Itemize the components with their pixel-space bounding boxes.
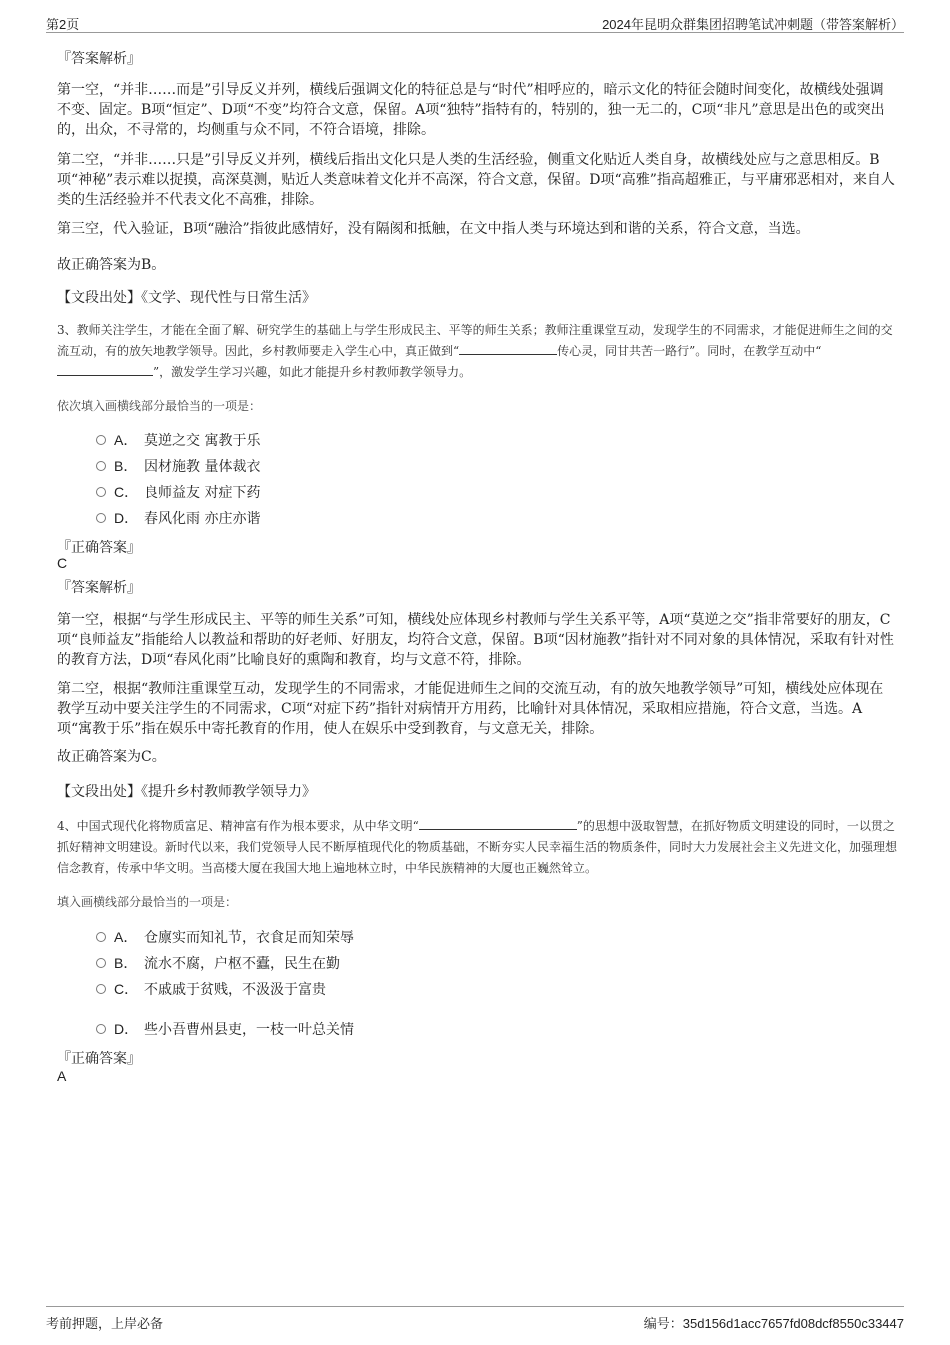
q4-option-b[interactable]: [96, 953, 340, 973]
q3-instruction: 依次填入画横线部分最恰当的一项是：: [57, 399, 262, 413]
document-title: 2024年昆明众群集团招聘笔试冲刺题（带答案解析）: [602, 17, 904, 32]
q3-analysis-p2: 第二空，根据“教师注重课堂互动，发现学生的不同需求，才能促进师生之间的交流互动，有的放矢地教学领导”可知，横线处应体现在教学互动中要关注学生的不同需求，C项“对症下药”指针对病情开方用药，比喻针对具体情况，采取相应措施，符合文意，当选。A项“寓教于乐”指在娱乐中寄托教育的作用，使人在娱乐中受到教育，与文意无关，排除。: [57, 681, 884, 737]
option-key: C．: [114, 981, 139, 997]
radio-icon[interactable]: [96, 984, 106, 994]
q3-conclusion: 故正确答案为C。: [57, 749, 166, 765]
q3-stem-part-a: 3、教师关注学生，才能在全面了解、研究学生的基础上与学生形成民主、平等的师生关系；教师注重课堂互动，发现学生的不同需求，才能促进师生之间的交流互动，有的放矢地教学领导。因此，乡村教师要走入学生心中，真正做到“: [57, 323, 893, 358]
q3-blank-1: [459, 341, 557, 355]
q3-source: 【文段出处】《提升乡村教师教学领导力》: [57, 784, 316, 800]
q4-stem-part-a: 4、中国式现代化将物质富足、精神富有作为根本要求，从中华文明“: [57, 819, 419, 833]
q3-option-d[interactable]: [96, 508, 260, 528]
q2-analysis-p1: 第一空，“并非……而是”引导反义并列，横线后强调文化的特征总是与“时代”相呼应的，暗示文化的特征会随时间变化，故横线处强调不变、固定。B项“恒定”、D项“不变”均符合文意，保留。A项“独特”指特有的，特别的，独一无二的，C项“非凡”意思是出色的或突出的，出众，不寻常的，均侧重与众不同，不符合语境，排除。: [57, 82, 885, 138]
option-text: 莫逆之交 寓教于乐: [144, 433, 261, 449]
radio-icon[interactable]: [96, 435, 106, 445]
option-text: 仓廪实而知礼节，衣食足而知荣辱: [144, 930, 354, 946]
q4-option-d[interactable]: [96, 1019, 354, 1039]
q3-correct-answer: C: [57, 555, 68, 571]
option-text: 因材施教 量体裁衣: [144, 459, 261, 475]
q4-stem: [57, 816, 897, 879]
radio-icon[interactable]: [96, 513, 106, 523]
q3-option-a[interactable]: [96, 430, 260, 450]
q3-option-c[interactable]: [96, 482, 260, 502]
option-key: A．: [114, 929, 138, 945]
q3-stem-part-b: 传心灵，同甘共苦一路行”。同时，在教学互动中“: [557, 344, 822, 358]
q3-stem-part-c: ”，激发学生学习兴趣，如此才能提升乡村教师教学领导力。: [153, 365, 472, 379]
q2-conclusion: 故正确答案为B。: [57, 257, 166, 273]
q3-analysis-label: 『答案解析』: [57, 580, 141, 596]
q3-analysis-p1: 第一空，根据“与学生形成民主、平等的师生关系”可知，横线处应体现乡村教师与学生关系平等，A项“莫逆之交”指非常要好的朋友，C项“良师益友”指能给人以教益和帮助的好老师、好朋友，均符合文意，保留。B项“因材施教”指针对不同对象的具体情况，采取有针对性的教育方法，D项“春风化雨”比喻良好的熏陶和教育，均与文意不符，排除。: [57, 612, 894, 668]
page-header: [46, 14, 904, 33]
radio-icon[interactable]: [96, 958, 106, 968]
q4-option-a[interactable]: [96, 927, 354, 947]
option-key: C．: [114, 484, 139, 500]
q2-analysis-label: 『答案解析』: [57, 51, 141, 67]
radio-icon[interactable]: [96, 487, 106, 497]
q3-blank-2: [57, 362, 153, 376]
q4-instruction: 填入画横线部分最恰当的一项是：: [57, 895, 238, 909]
option-text: 流水不腐，户枢不蠹，民生在勤: [144, 956, 340, 972]
q2-source: 【文段出处】《文学、现代性与日常生活》: [57, 290, 316, 306]
q3-stem: [57, 320, 897, 383]
page-number: 第2页: [46, 17, 80, 32]
q4-option-c[interactable]: [96, 979, 326, 999]
q3-option-b[interactable]: [96, 456, 260, 476]
option-text: 些小吾曹州县吏，一枝一叶总关情: [144, 1022, 354, 1038]
option-text: 春风化雨 亦庄亦谐: [144, 511, 261, 527]
radio-icon[interactable]: [96, 461, 106, 471]
option-key: D．: [114, 1021, 139, 1037]
option-text: 不戚戚于贫贱，不汲汲于富贵: [144, 982, 326, 998]
option-key: B．: [114, 955, 138, 971]
document-id: 编号：35d156d1acc7657fd08dcf8550c33447: [643, 1316, 904, 1331]
q2-analysis-p2: 第二空，“并非……只是”引导反义并列，横线后指出文化只是人类的生活经验，侧重文化贴近人类自身，故横线处应与之意思相反。B项“神秘”表示难以捉摸，高深莫测，贴近人类意味着文化并不高深，符合文意，保留。D项“高雅”指高超雅正，与平庸邪恶相对，来自人类的生活经验并不代表文化不高雅，排除。: [57, 152, 895, 208]
option-key: A．: [114, 432, 138, 448]
option-text: 良师益友 对症下药: [144, 485, 261, 501]
q4-correct-answer: A: [57, 1068, 67, 1084]
option-key: D．: [114, 510, 139, 526]
q4-stem-part-b: ”的思想中汲取智慧，在抓好物质文明建设的同时，一以贯之抓好精神文明建设。新时代以来，我们党领导人民不断厚植现代化的物质基础，不断夯实人民幸福生活的物质条件，同时大力发展社会主义先进文化，加强理想信念教育，传承中华文明。当高楼大厦在我国大地上遍地林立时，中华民族精神的大厦也正巍然耸立。: [57, 819, 898, 875]
page-footer: [46, 1306, 904, 1329]
option-key: B．: [114, 458, 138, 474]
radio-icon[interactable]: [96, 1024, 106, 1034]
footer-slogan: 考前押题，上岸必备: [46, 1316, 164, 1331]
q2-analysis-p3: 第三空，代入验证，B项“融洽”指彼此感情好，没有隔阂和抵触，在文中指人类与环境达到和谐的关系，符合文意，当选。: [57, 221, 810, 237]
radio-icon[interactable]: [96, 932, 106, 942]
q3-correct-label: 『正确答案』: [57, 540, 141, 556]
q4-blank-1: [419, 816, 577, 830]
q4-correct-label: 『正确答案』: [57, 1051, 141, 1067]
